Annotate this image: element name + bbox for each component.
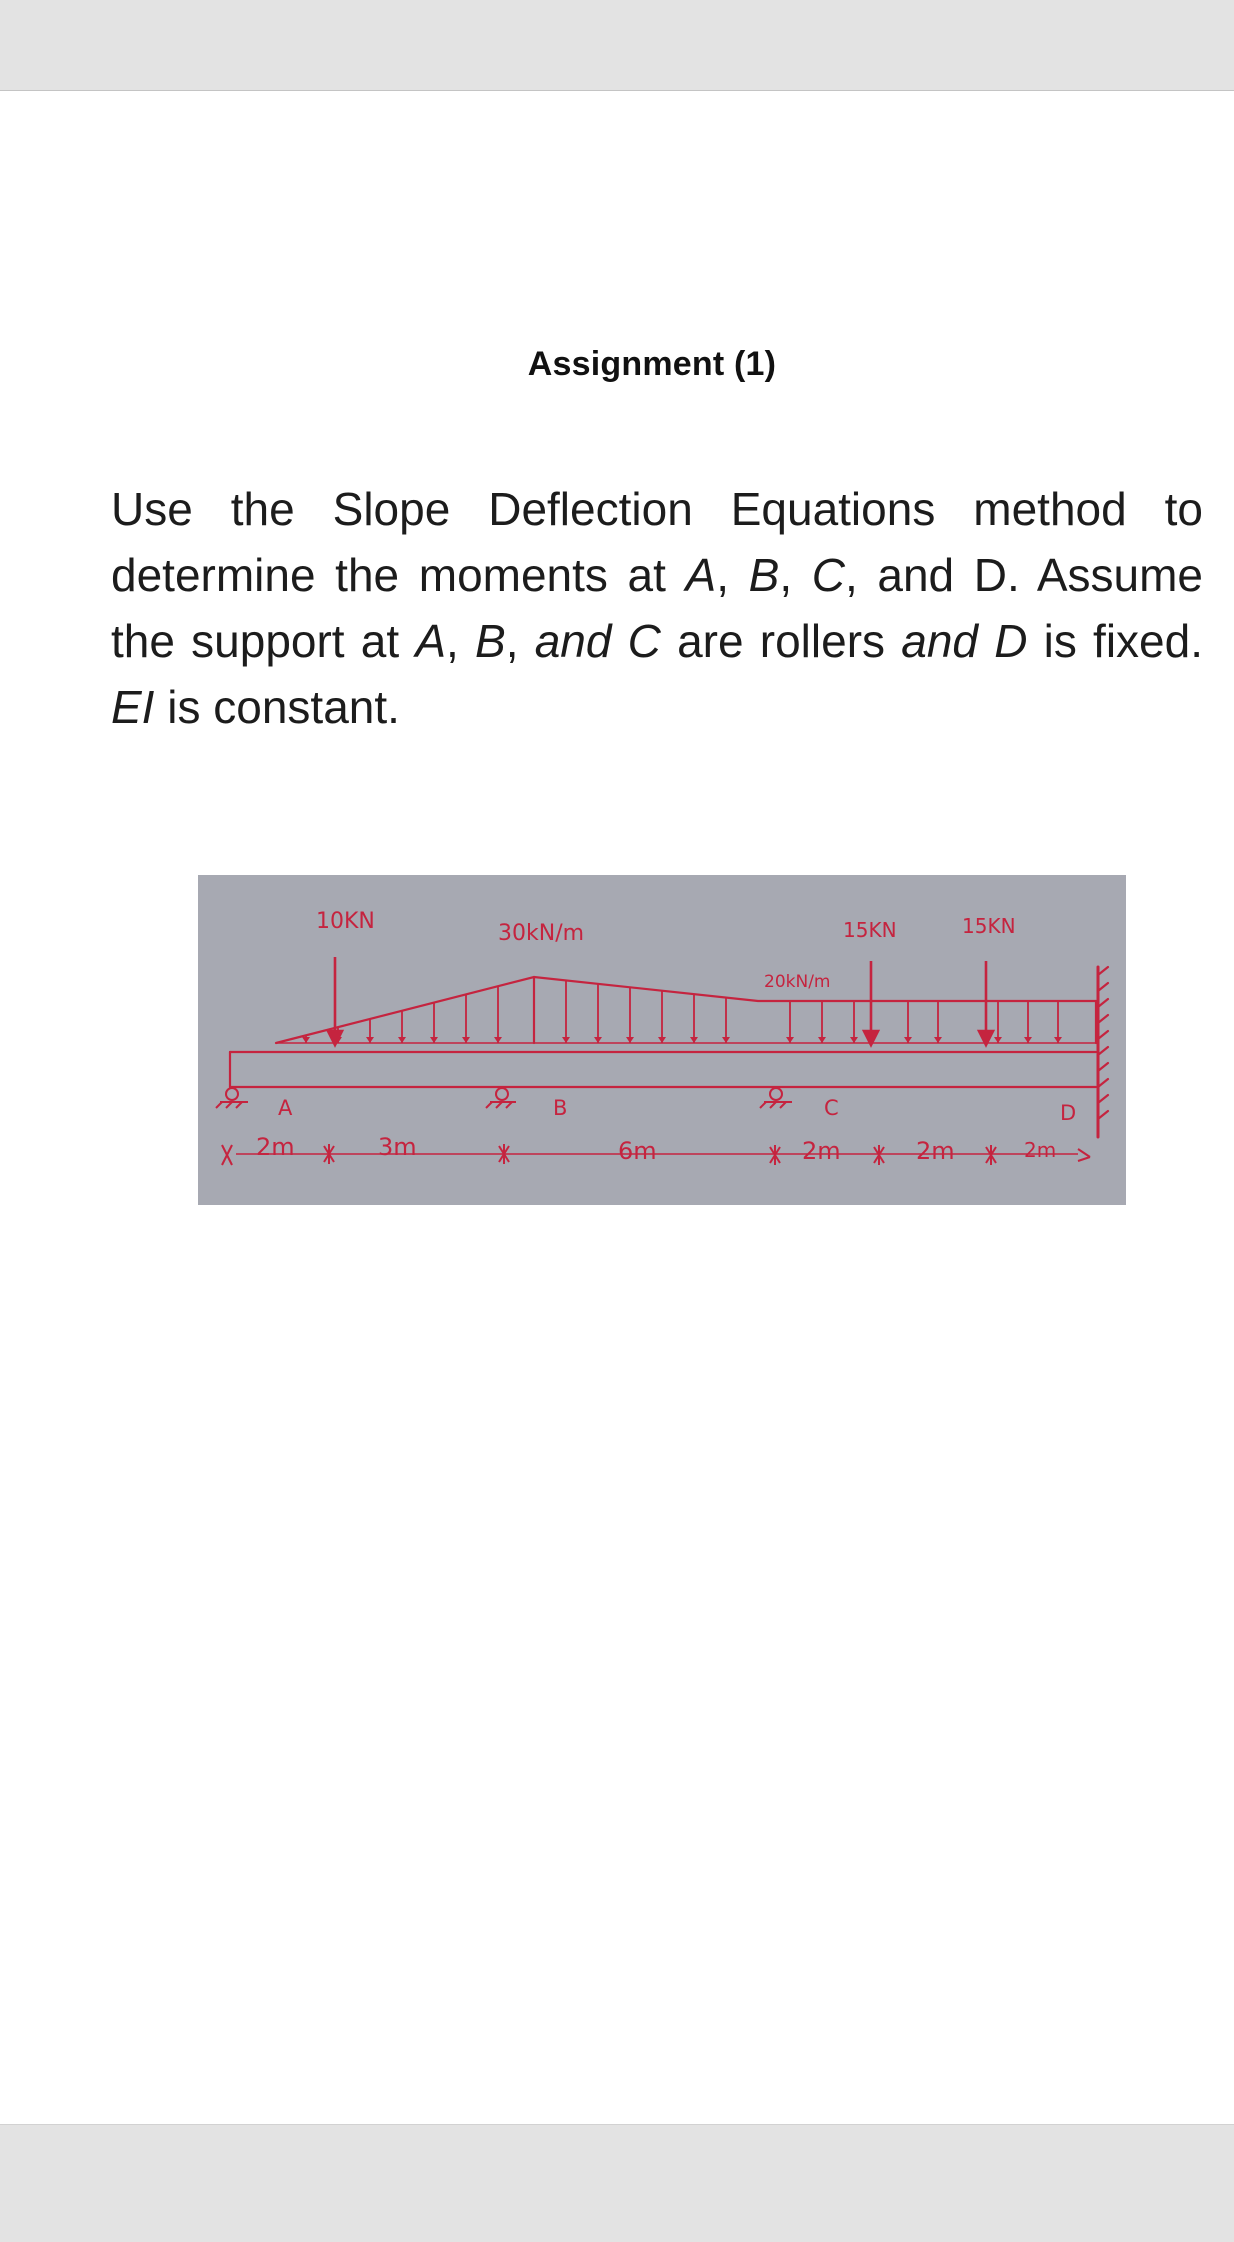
text-run: , [505,615,535,667]
beam-diagram-drawing [198,875,1126,1205]
point-label-a: A [685,549,717,601]
point-label-b: B [475,615,506,667]
text-run [611,615,627,667]
span-label-1: 2m [256,1133,295,1161]
text-run [978,615,994,667]
point-load-label-c1: 15KN [843,918,897,942]
support-label-d: D [1060,1101,1077,1125]
text-run: are rollers [660,615,902,667]
span-label-5: 2m [916,1137,955,1165]
point-label-c: C [627,615,661,667]
distributed-load-uniform-label: 20kN/m [764,972,831,992]
roller-support-c [760,1088,792,1108]
point-load-label-c2: 15KN [962,914,1016,938]
point-label-a: A [415,615,447,667]
text-run: , [779,549,812,601]
support-label-b: B [553,1096,568,1120]
document-page [0,91,1234,2124]
span-label-6: 2m [1024,1138,1057,1162]
text-run: , and D. Assume the support at [111,549,1203,667]
text-run: is constant. [154,681,400,733]
span-label-2: 3m [378,1133,417,1161]
distributed-load-arrowheads [302,1037,1062,1043]
span-label-3: 6m [618,1137,657,1165]
text-run: is fixed. [1027,615,1203,667]
distributed-load-arrows [306,978,1058,1043]
support-label-a: A [278,1096,293,1120]
point-load-label-a: 10KN [316,909,375,934]
assignment-title: Assignment (1) [527,345,777,383]
roller-support-a [216,1088,248,1108]
support-label-c: C [824,1096,839,1120]
problem-statement [111,476,1203,740]
distributed-load-envelope [276,977,1096,1043]
point-label-d: D [994,615,1028,667]
italic-and: and [534,615,612,667]
beam-diagram [198,875,1126,1205]
point-label-b: B [748,549,780,601]
italic-and: and [901,615,978,667]
distributed-load-peak-label: 30kN/m [498,921,585,946]
viewer-bottom-toolbar [0,2124,1234,2242]
point-label-c: C [811,549,845,601]
span-label-4: 2m [802,1137,841,1165]
viewer-top-toolbar [0,0,1234,91]
roller-support-b [486,1088,516,1108]
text-run: , [446,615,476,667]
ei-symbol: EI [111,681,155,733]
text-run: , [716,549,749,601]
text-run: Use the Slope Deflection Equations method to determine the moments at [111,483,1203,601]
